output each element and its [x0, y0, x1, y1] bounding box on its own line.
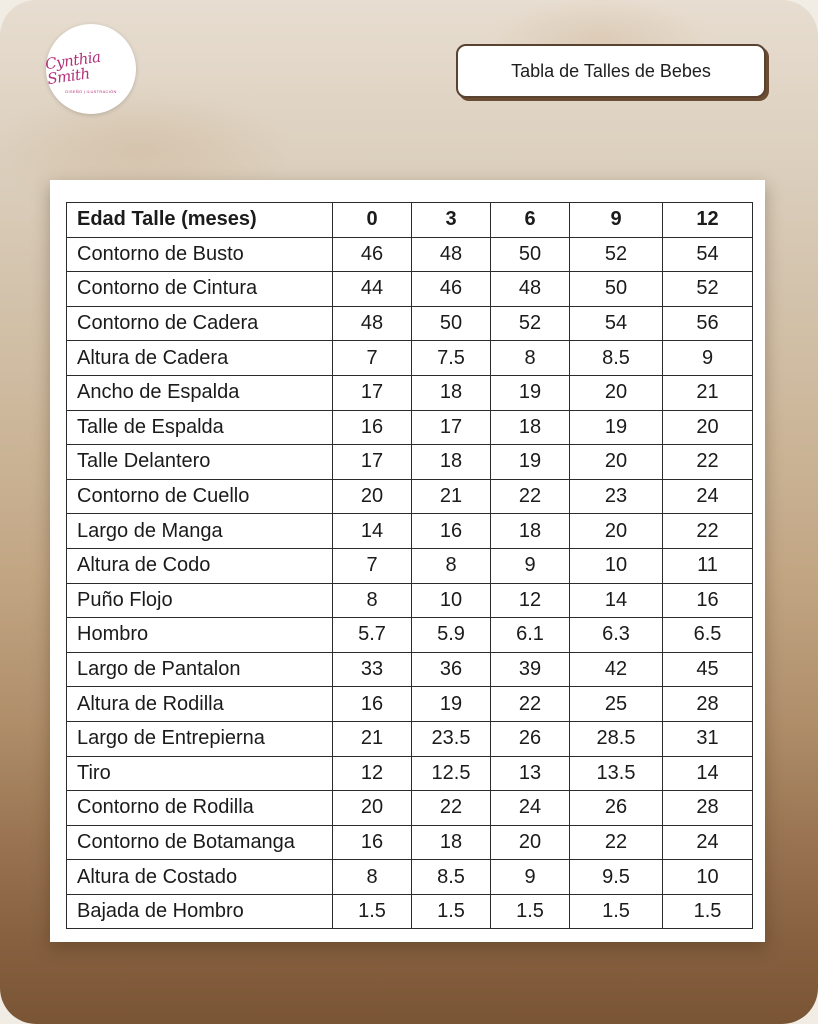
row-label-cell: Contorno de Rodilla: [67, 791, 333, 826]
value-cell: 25: [570, 687, 663, 722]
row-label-cell: Bajada de Hombro: [67, 894, 333, 929]
value-cell: 48: [491, 272, 570, 307]
header-cell-size: 9: [570, 203, 663, 238]
table-row: [67, 272, 753, 307]
row-label-cell: Talle Delantero: [67, 445, 333, 480]
value-cell: 18: [412, 445, 491, 480]
value-cell: 44: [333, 272, 412, 307]
value-cell: 14: [570, 583, 663, 618]
value-cell: 16: [663, 583, 753, 618]
value-cell: 31: [663, 721, 753, 756]
value-cell: 7.5: [412, 341, 491, 376]
value-cell: 28: [663, 687, 753, 722]
value-cell: 54: [570, 306, 663, 341]
value-cell: 52: [663, 272, 753, 307]
row-label-cell: Hombro: [67, 618, 333, 653]
value-cell: 18: [412, 375, 491, 410]
row-label-cell: Puño Flojo: [67, 583, 333, 618]
row-label-cell: Ancho de Espalda: [67, 375, 333, 410]
value-cell: 23: [570, 479, 663, 514]
row-label-cell: Altura de Cadera: [67, 341, 333, 376]
value-cell: 46: [412, 272, 491, 307]
table-row: [67, 341, 753, 376]
value-cell: 9: [663, 341, 753, 376]
value-cell: 17: [333, 375, 412, 410]
value-cell: 45: [663, 652, 753, 687]
value-cell: 1.5: [570, 894, 663, 929]
header-cell-size: 12: [663, 203, 753, 238]
value-cell: 48: [333, 306, 412, 341]
value-cell: 18: [491, 514, 570, 549]
value-cell: 22: [663, 445, 753, 480]
value-cell: 19: [570, 410, 663, 445]
value-cell: 14: [663, 756, 753, 791]
logo-subtitle: DISEÑO | ILUSTRACIÓN: [65, 88, 117, 94]
value-cell: 11: [663, 548, 753, 583]
size-table: [66, 202, 753, 929]
table-row: [67, 825, 753, 860]
value-cell: 20: [491, 825, 570, 860]
value-cell: 28.5: [570, 721, 663, 756]
value-cell: 18: [412, 825, 491, 860]
value-cell: 1.5: [412, 894, 491, 929]
value-cell: 50: [570, 272, 663, 307]
value-cell: 10: [570, 548, 663, 583]
value-cell: 23.5: [412, 721, 491, 756]
value-cell: 20: [570, 514, 663, 549]
value-cell: 1.5: [333, 894, 412, 929]
header-cell-size: 0: [333, 203, 412, 238]
value-cell: 42: [570, 652, 663, 687]
table-row: [67, 548, 753, 583]
value-cell: 22: [412, 791, 491, 826]
table-row: [67, 583, 753, 618]
table-row: [67, 756, 753, 791]
table-row: [67, 375, 753, 410]
value-cell: 9: [491, 548, 570, 583]
value-cell: 6.5: [663, 618, 753, 653]
value-cell: 17: [412, 410, 491, 445]
header-cell-age: Edad Talle (meses): [67, 203, 333, 238]
logo-signature: Cynthia Smith: [44, 47, 102, 88]
value-cell: 24: [663, 479, 753, 514]
value-cell: 20: [570, 445, 663, 480]
value-cell: 8.5: [412, 860, 491, 895]
row-label-cell: Contorno de Cuello: [67, 479, 333, 514]
value-cell: 7: [333, 341, 412, 376]
value-cell: 8: [333, 860, 412, 895]
value-cell: 8: [412, 548, 491, 583]
value-cell: 12.5: [412, 756, 491, 791]
value-cell: 39: [491, 652, 570, 687]
table-header-row: [67, 203, 753, 238]
table-row: [67, 237, 753, 272]
row-label-cell: Tiro: [67, 756, 333, 791]
value-cell: 6.3: [570, 618, 663, 653]
table-row: [67, 410, 753, 445]
value-cell: 24: [491, 791, 570, 826]
value-cell: 5.7: [333, 618, 412, 653]
table-row: [67, 894, 753, 929]
value-cell: 26: [491, 721, 570, 756]
row-label-cell: Contorno de Botamanga: [67, 825, 333, 860]
table-row: [67, 860, 753, 895]
value-cell: 19: [491, 375, 570, 410]
row-label-cell: Largo de Pantalon: [67, 652, 333, 687]
value-cell: 9.5: [570, 860, 663, 895]
value-cell: 28: [663, 791, 753, 826]
value-cell: 8.5: [570, 341, 663, 376]
value-cell: 19: [412, 687, 491, 722]
value-cell: 1.5: [663, 894, 753, 929]
table-row: [67, 618, 753, 653]
value-cell: 13: [491, 756, 570, 791]
value-cell: 12: [491, 583, 570, 618]
value-cell: 52: [570, 237, 663, 272]
value-cell: 24: [663, 825, 753, 860]
value-cell: 8: [491, 341, 570, 376]
value-cell: 6.1: [491, 618, 570, 653]
value-cell: 33: [333, 652, 412, 687]
value-cell: 17: [333, 445, 412, 480]
value-cell: 21: [333, 721, 412, 756]
value-cell: 16: [412, 514, 491, 549]
value-cell: 46: [333, 237, 412, 272]
value-cell: 8: [333, 583, 412, 618]
value-cell: 1.5: [491, 894, 570, 929]
value-cell: 14: [333, 514, 412, 549]
value-cell: 5.9: [412, 618, 491, 653]
row-label-cell: Altura de Costado: [67, 860, 333, 895]
value-cell: 50: [491, 237, 570, 272]
value-cell: 52: [491, 306, 570, 341]
value-cell: 36: [412, 652, 491, 687]
value-cell: 16: [333, 825, 412, 860]
value-cell: 50: [412, 306, 491, 341]
value-cell: 26: [570, 791, 663, 826]
table-row: [67, 445, 753, 480]
row-label-cell: Largo de Manga: [67, 514, 333, 549]
value-cell: 10: [412, 583, 491, 618]
table-row: [67, 652, 753, 687]
row-label-cell: Largo de Entrepierna: [67, 721, 333, 756]
value-cell: 20: [333, 791, 412, 826]
page-title: Tabla de Talles de Bebes: [456, 44, 766, 98]
value-cell: 22: [491, 687, 570, 722]
table-row: [67, 514, 753, 549]
row-label-cell: Talle de Espalda: [67, 410, 333, 445]
value-cell: 21: [412, 479, 491, 514]
value-cell: 56: [663, 306, 753, 341]
value-cell: 21: [663, 375, 753, 410]
table-row: [67, 479, 753, 514]
header-cell-size: 6: [491, 203, 570, 238]
value-cell: 13.5: [570, 756, 663, 791]
row-label-cell: Altura de Codo: [67, 548, 333, 583]
table-row: [67, 721, 753, 756]
size-table-card: [50, 180, 765, 942]
row-label-cell: Contorno de Cintura: [67, 272, 333, 307]
table-row: [67, 791, 753, 826]
value-cell: 20: [663, 410, 753, 445]
row-label-cell: Altura de Rodilla: [67, 687, 333, 722]
brand-logo: [46, 24, 136, 114]
value-cell: 9: [491, 860, 570, 895]
value-cell: 54: [663, 237, 753, 272]
value-cell: 22: [570, 825, 663, 860]
value-cell: 48: [412, 237, 491, 272]
row-label-cell: Contorno de Busto: [67, 237, 333, 272]
value-cell: 20: [570, 375, 663, 410]
value-cell: 22: [491, 479, 570, 514]
value-cell: 20: [333, 479, 412, 514]
table-row: [67, 687, 753, 722]
value-cell: 12: [333, 756, 412, 791]
value-cell: 16: [333, 410, 412, 445]
header-cell-size: 3: [412, 203, 491, 238]
value-cell: 18: [491, 410, 570, 445]
row-label-cell: Contorno de Cadera: [67, 306, 333, 341]
value-cell: 10: [663, 860, 753, 895]
value-cell: 19: [491, 445, 570, 480]
value-cell: 22: [663, 514, 753, 549]
value-cell: 7: [333, 548, 412, 583]
table-row: [67, 306, 753, 341]
value-cell: 16: [333, 687, 412, 722]
